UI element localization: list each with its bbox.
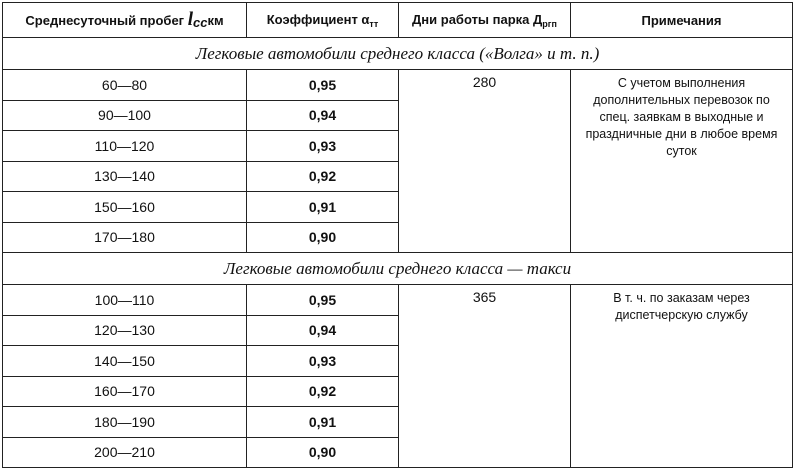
coefficient-cell: 0,93 [247,131,399,162]
section-title-row [3,38,793,70]
coefficient-cell: 0,92 [247,161,399,192]
notes-cell: В т. ч. по заказам через диспетчерскую службу [571,285,793,468]
coefficient-cell: 0,92 [247,376,399,407]
coefficient-cell: 0,91 [247,192,399,223]
table-row [3,285,793,316]
coefficient-cell: 0,90 [247,437,399,468]
daily-run-cell: 100—110 [3,285,247,316]
daily-run-cell: 140—150 [3,346,247,377]
header-row [3,3,793,38]
daily-run-cell: 170—180 [3,222,247,253]
work-days-cell: 365 [399,285,571,468]
section-title-row [3,253,793,285]
header-daily-run: Среднесуточный пробег lccкм [3,3,247,38]
coefficient-cell: 0,93 [247,346,399,377]
header-work-days: Дни работы парка $Д_{ргп}$ [399,3,571,38]
coefficient-cell: 0,95 [247,70,399,101]
daily-run-cell: 110—120 [3,131,247,162]
daily-run-cell: 180—190 [3,407,247,438]
daily-run-cell: 130—140 [3,161,247,192]
coefficient-cell: 0,90 [247,222,399,253]
daily-run-cell: 60—80 [3,70,247,101]
section-title: Легковые автомобили среднего класса («Волга» и т. п.) [3,38,793,70]
daily-run-cell: 200—210 [3,437,247,468]
section-title: Легковые автомобили среднего класса — такси [3,253,793,285]
work-days-cell: 280 [399,70,571,253]
header-coefficient: Коэффициент $\alpha_{тт}$ [247,3,399,38]
daily-run-cell: 90—100 [3,100,247,131]
coefficient-cell: 0,91 [247,407,399,438]
table-row [3,70,793,101]
daily-run-cell: 160—170 [3,376,247,407]
daily-run-cell: 120—130 [3,315,247,346]
coefficient-cell: 0,94 [247,315,399,346]
header-notes: Примечания [571,3,793,38]
coefficient-cell: 0,94 [247,100,399,131]
norms-table [2,2,793,468]
coefficient-cell: 0,95 [247,285,399,316]
table-body [3,38,793,468]
daily-run-cell: 150—160 [3,192,247,223]
notes-cell: С учетом выполнения дополнительных перевозок по спец. заявкам в выходные и праздничные дни в любое время суток [571,70,793,253]
